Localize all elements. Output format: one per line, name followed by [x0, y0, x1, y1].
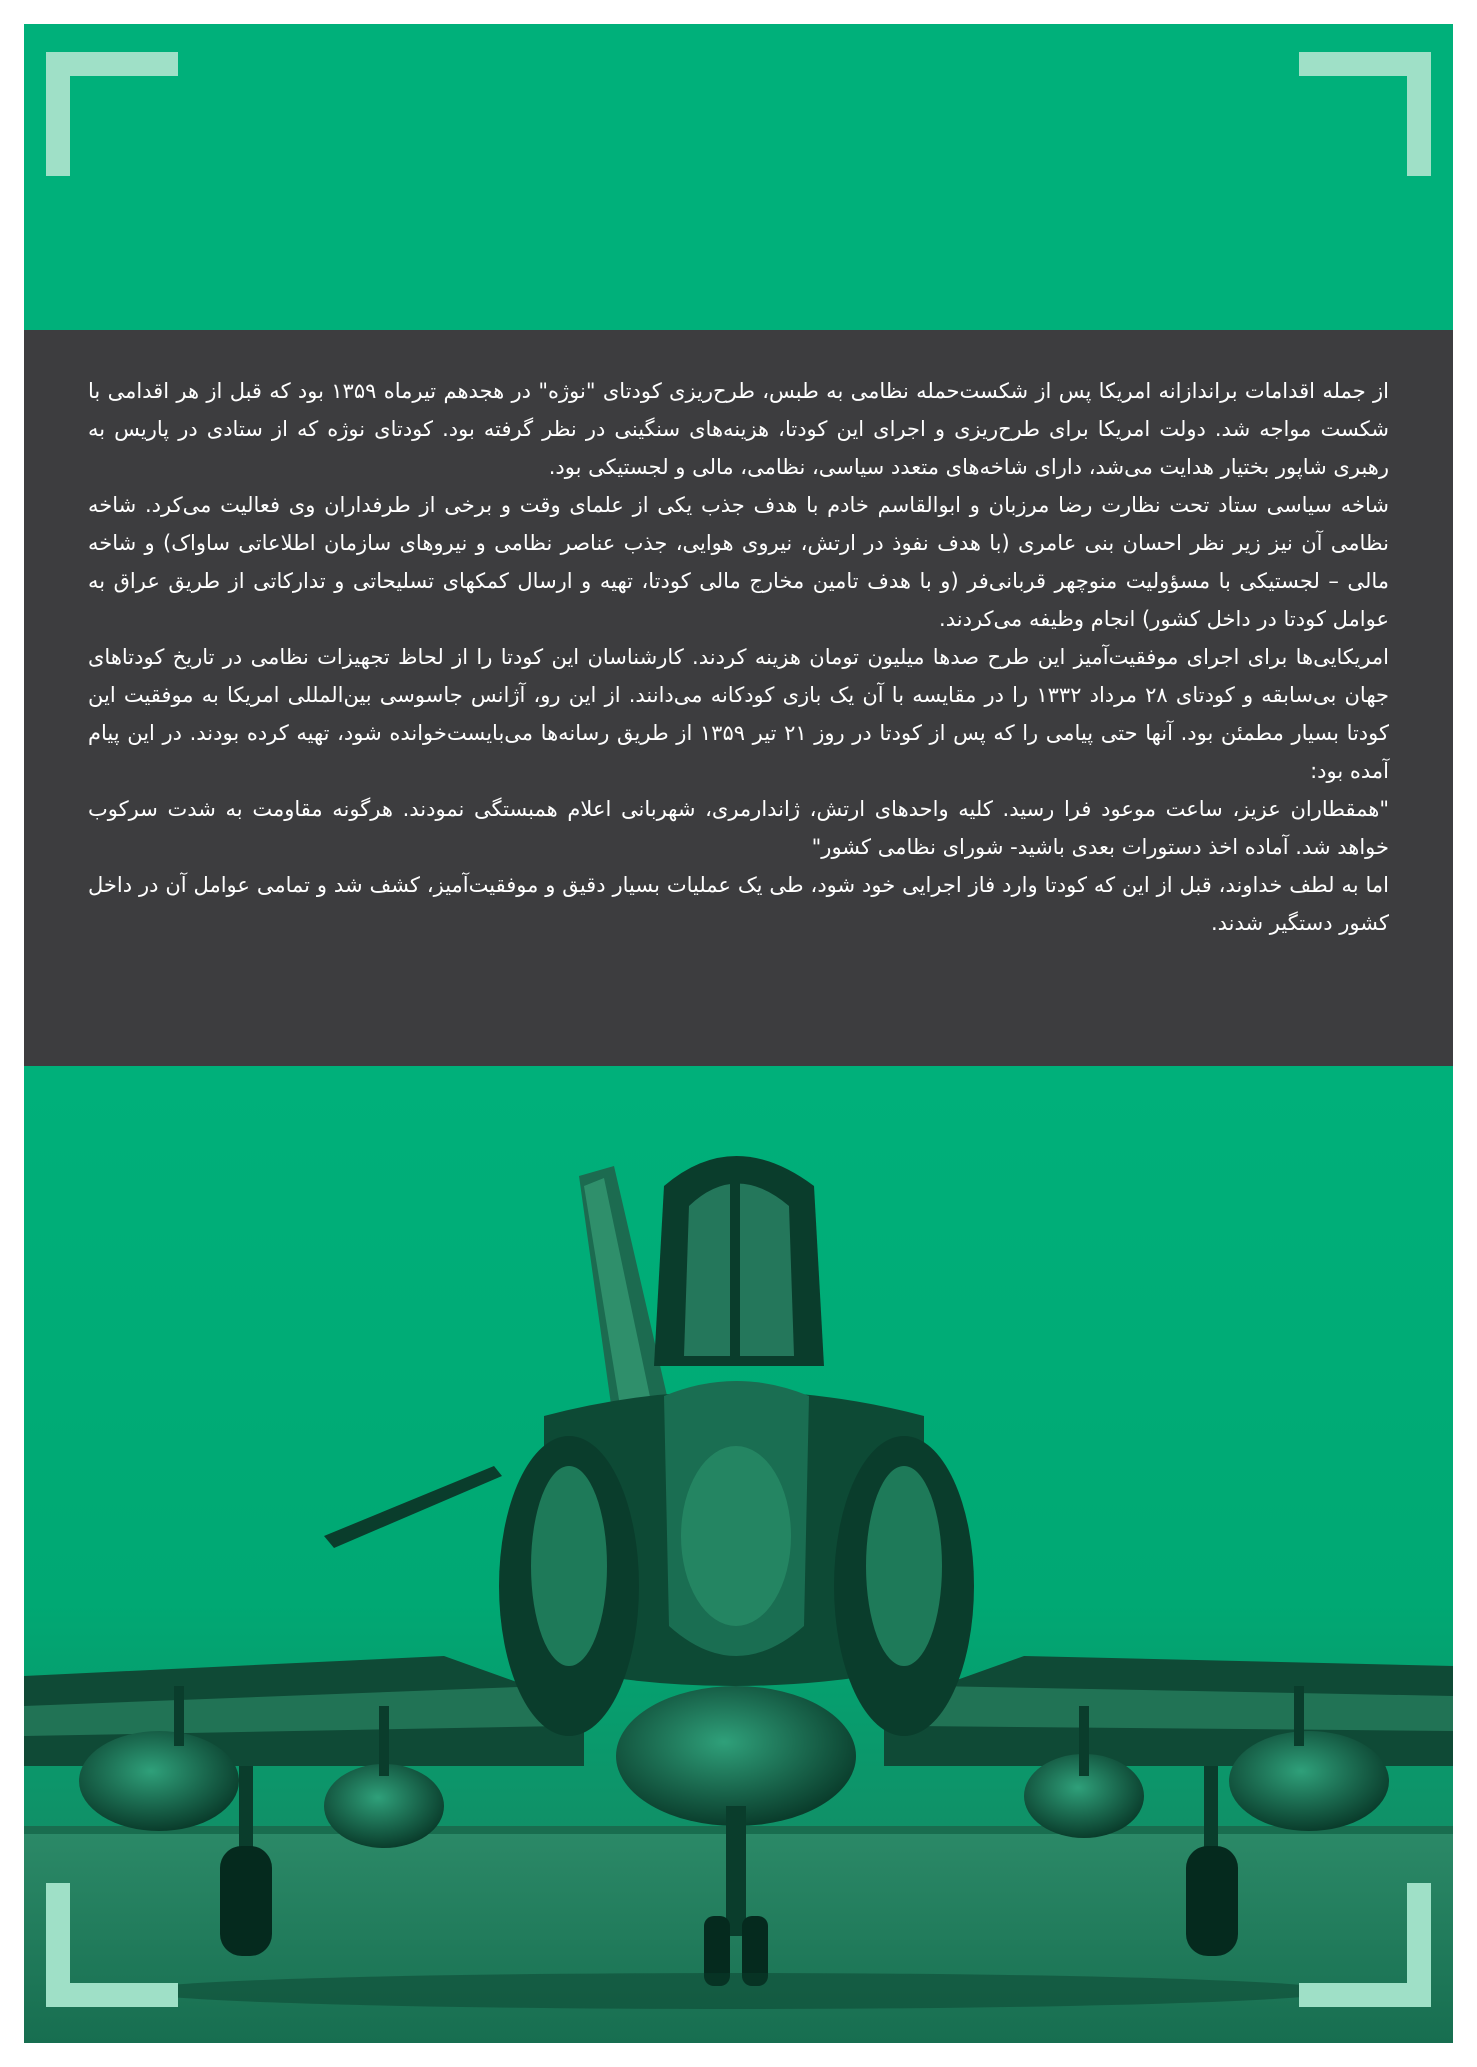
fighter-jet-photo	[24, 1066, 1453, 2043]
paragraph-1: از جمله اقدامات براندازانه امریکا پس از شکست‌حمله نظامی به طبس، طرح‌ریزی کودتای "نوژه" در هجدهم تیرماه ۱۳۵۹ بود که قبل از هر اقدامی با شکست مواجه شد. دولت امریکا برای طرح‌ریزی و اجرای این کودتا، هزینه‌های سنگینی در نظر گرفته بود. کودتای نوژه که از ستادی در پاریس به رهبری شاپور بختیار هدایت می‌شد، دارای شاخه‌های متعدد سیاسی، نظامی، مالی و لجستیکی بود.	[88, 379, 1389, 479]
paragraph-4-quote: "همقطاران عزیز، ساعت موعود فرا رسید. کلیه واحدهای ارتش، ژاندارمری، شهربانی اعلام همبستگی نمودند. هرگونه مقاومت به شدت سرکوب خواهد شد. آماده اخذ دستورات بعدی باشید- شورای نظامی کشور"	[88, 797, 1389, 859]
corner-bracket-bottom-right	[1299, 1883, 1431, 2007]
fighter-jet-illustration	[24, 1066, 1453, 2043]
poster	[24, 24, 1453, 2043]
corner-bracket-bottom-left	[46, 1883, 178, 2007]
corner-bracket-top-left	[46, 52, 178, 176]
article-text	[88, 372, 1389, 942]
paragraph-3: امریکایی‌ها برای اجرای موفقیت‌آمیز این طرح صدها میلیون تومان هزینه کردند. کارشناسان این کودتا را از لحاظ تجهیزات نظامی در تاریخ کودتاهای جهان بی‌سابقه و کودتای ۲۸ مرداد ۱۳۳۲ را در مقایسه با آن یک بازی کودکانه می‌دانند. از این رو، آژانس جاسوسی بین‌المللی امریکا به موفقیت این کودتا بسیار مطمئن بود. آنها حتی پیامی را که پس از کودتا در روز ۲۱ تیر ۱۳۵۹ از طریق رسانه‌ها می‌بایست‌خوانده شود، تهیه کرده بودند. در این پیام آمده بود:	[88, 645, 1390, 783]
paragraph-5: اما به لطف خداوند، قبل از این که کودتا وارد فاز اجرایی خود شود، طی یک عملیات بسیار دقیق و موفقیت‌آمیز، کشف شد و تمامی عوامل آن در داخل کشور دستگیر شدند.	[88, 873, 1389, 935]
paragraph-2: شاخه سیاسی ستاد تحت نظارت رضا مرزبان و ابوالقاسم خادم با هدف جذب یکی از علمای وقت و برخی از طرفداران وی فعالیت می‌کرد. شاخه نظامی آن نیز زیر نظر احسان بنی عامری (با هدف نفوذ در ارتش، نیروی هوایی، جذب عناصر نظامی و نیروهای سازمان اطلاعاتی ساواک) و شاخه مالی – لجستیکی با مسؤولیت منوچهر قربانی‌فر (و با هدف تامین مخارج مالی کودتا، تهیه و ارسال کمکهای تسلیحاتی و تدارکاتی از طریق عراق به عوامل کودتا در داخل کشور) انجام وظیفه می‌کردند.	[88, 493, 1389, 631]
text-band	[24, 330, 1453, 1066]
corner-bracket-top-right	[1299, 52, 1431, 176]
